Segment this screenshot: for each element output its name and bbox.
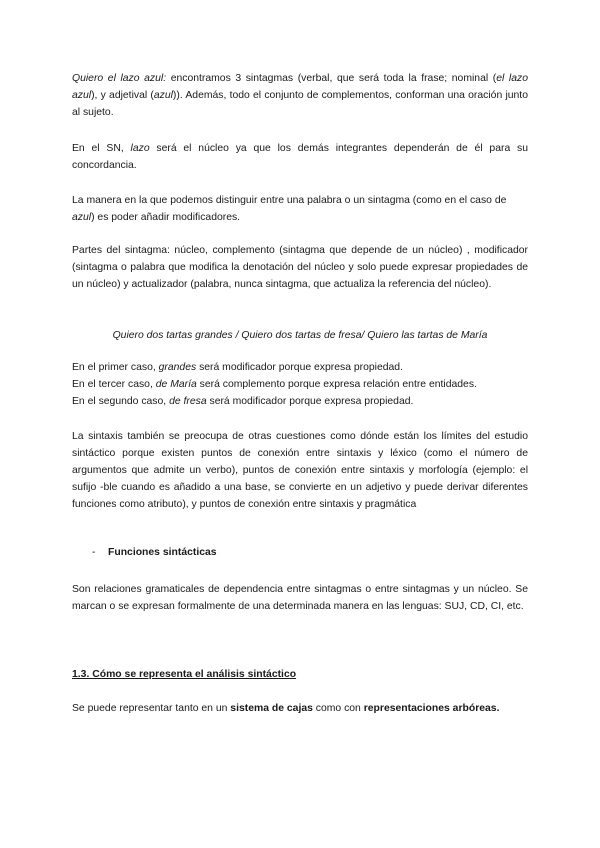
- paragraph-representacion: Se puede representar tanto en un sistema de cajas como con representaciones arbóreas.: [72, 703, 500, 714]
- paragraph-limites-sintaxis: La sintaxis también se preocupa de otras cuestiones como dónde están los límites del estudio sintáctico porque existen puntos de conexión entre sintaxis y léxico (como el número de argumentos que admite un verbo), puntos de conexión entre sintaxis y morfología (ejemplo: el sufijo -ble cuando es añadido a una base, se convierte en un adjetivo y puede derivar diferentes funciones como atributo), y puntos de conexión entre sintaxis y pragmática: [72, 431, 528, 510]
- paragraph-lazo-azul: Quiero el lazo azul: encontramos 3 sintagmas (verbal, que será toda la frase; nominal (el lazo azul), y adjetival (azul)). Además, todo el conjunto de complementos, conforman una oración junto al sujeto.: [72, 73, 528, 118]
- paragraph-partes-sintagma: Partes del sintagma: núcleo, complemento (sintagma que depende de un núcleo) , modificador (sintagma o palabra que modifica la denotación del núcleo y solo puede expresar propiedades de un núcleo) y actualizador (palabra, nunca sintagma, que actualiza la referencia del núcleo).: [72, 245, 528, 290]
- paragraph-palabra-sintagma: La manera en la que podemos distinguir entre una palabra o un sintagma (como en el caso de azul) es poder añadir modificadores.: [72, 195, 507, 223]
- subheading-funciones-sintacticas: Funciones sintácticas: [108, 547, 217, 558]
- example-sentences: Quiero dos tartas grandes / Quiero dos tartas de fresa/ Quiero las tartas de María: [112, 330, 488, 341]
- case-item: En el primer caso, grandes será modificador porque expresa propiedad.: [72, 362, 403, 373]
- paragraph-sn-nucleo: En el SN, lazo será el núcleo ya que los demás integrantes dependerán de él para su concordancia.: [72, 143, 528, 171]
- case-item: En el segundo caso, de fresa será modificador porque expresa propiedad.: [72, 396, 414, 407]
- paragraph-relaciones-gramaticales: Son relaciones gramaticales de dependencia entre sintagmas o entre sintagmas y un núcleo. Se marcan o se expresan formalmente de una determinada manera en las lenguas: SUJ, CD, CI, etc.: [72, 584, 528, 612]
- bullet-dash: -: [92, 547, 96, 558]
- section-heading: 1.3. Cómo se representa el análisis sintáctico: [72, 669, 297, 680]
- case-list: [72, 359, 528, 410]
- case-item: En el tercer caso, de María será complemento porque expresa relación entre entidades.: [72, 379, 477, 390]
